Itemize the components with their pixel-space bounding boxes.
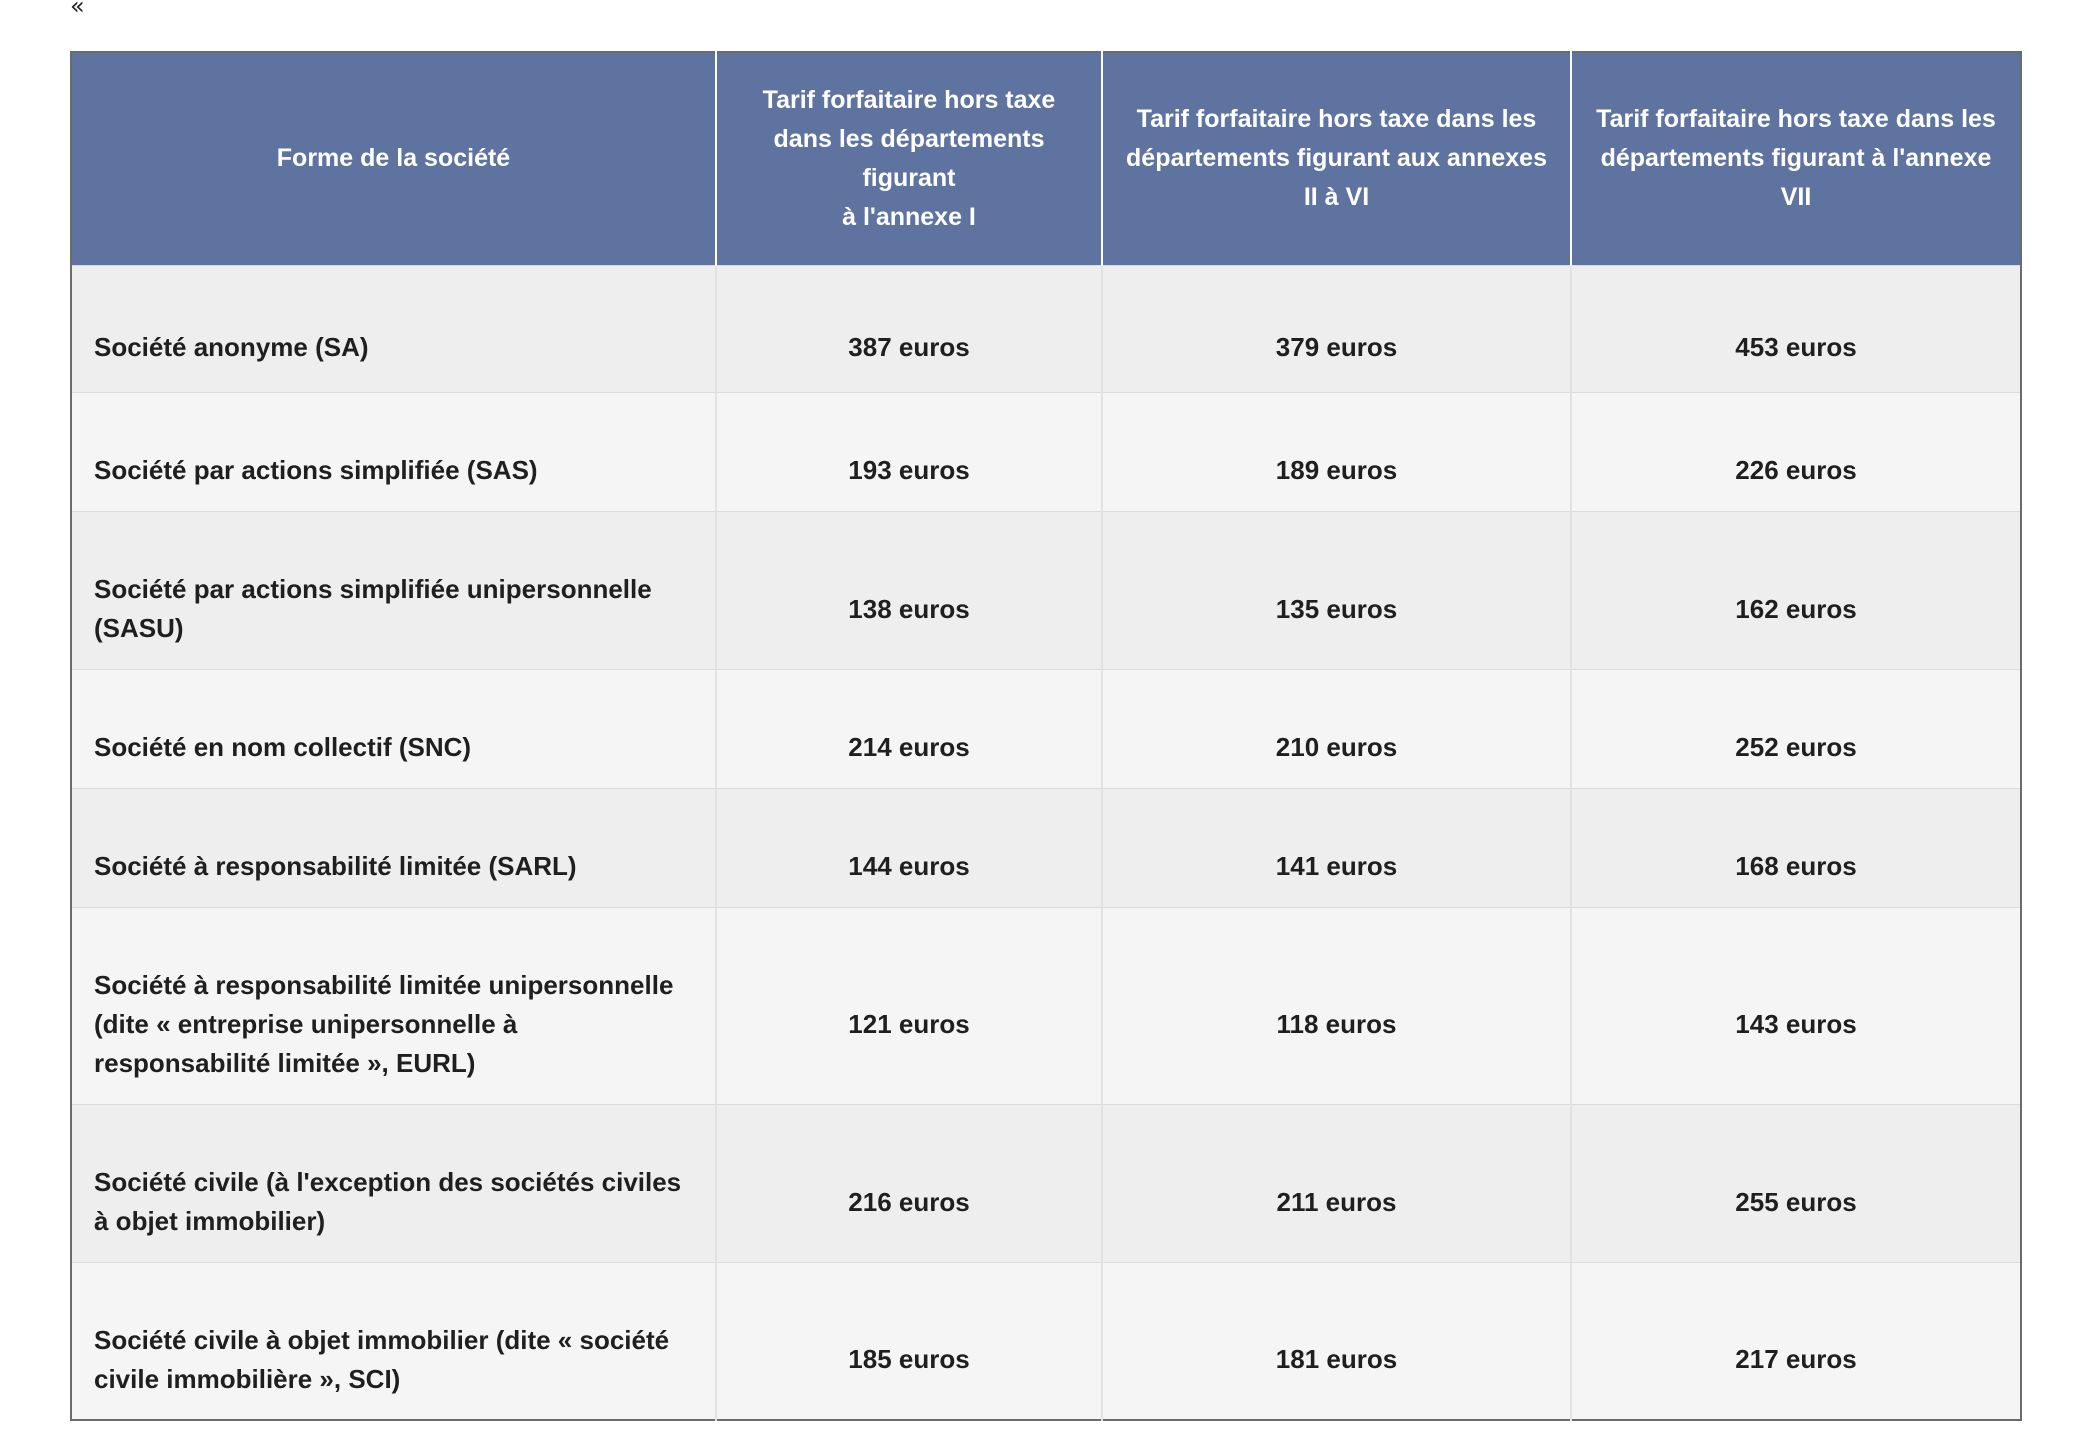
table-row	[71, 511, 2021, 669]
cell-forme: Société en nom collectif (SNC)	[71, 669, 716, 788]
cell-forme: Société civile (à l'exception des sociétés civiles à objet immobilier)	[71, 1104, 716, 1262]
cell-forme: Société à responsabilité limitée unipersonnelle (dite « entreprise unipersonnelle à responsabilité limitée », EURL)	[71, 907, 716, 1104]
cell-annexe-7: 252 euros	[1571, 669, 2021, 788]
tarifs-table	[70, 51, 2022, 1421]
table-row	[71, 788, 2021, 907]
cell-forme: Société par actions simplifiée unipersonnelle (SASU)	[71, 511, 716, 669]
cell-annexe-7: 255 euros	[1571, 1104, 2021, 1262]
cell-annexes-2-6: 189 euros	[1102, 392, 1571, 511]
cell-annexes-2-6: 379 euros	[1102, 265, 1571, 392]
table-row	[71, 1104, 2021, 1262]
cell-annexe-1: 185 euros	[716, 1262, 1102, 1420]
table-row	[71, 265, 2021, 392]
cell-forme: Société par actions simplifiée (SAS)	[71, 392, 716, 511]
cell-annexe-1: 193 euros	[716, 392, 1102, 511]
header-annexes-2-6: Tarif forfaitaire hors taxe dans les départements figurant aux annexes II à VI	[1102, 52, 1571, 265]
table-header	[71, 52, 2021, 265]
cell-annexe-7: 226 euros	[1571, 392, 2021, 511]
cell-annexes-2-6: 181 euros	[1102, 1262, 1571, 1420]
cell-forme: Société anonyme (SA)	[71, 265, 716, 392]
table-row	[71, 1262, 2021, 1420]
header-forme: Forme de la société	[71, 52, 716, 265]
table-row	[71, 669, 2021, 788]
cell-forme: Société à responsabilité limitée (SARL)	[71, 788, 716, 907]
cell-annexes-2-6: 135 euros	[1102, 511, 1571, 669]
cell-annexe-1: 144 euros	[716, 788, 1102, 907]
table-row	[71, 907, 2021, 1104]
cell-forme: Société civile à objet immobilier (dite « société civile immobilière », SCI)	[71, 1262, 716, 1420]
cell-annexes-2-6: 141 euros	[1102, 788, 1571, 907]
cell-annexes-2-6: 211 euros	[1102, 1104, 1571, 1262]
header-row	[71, 52, 2021, 265]
table-row	[71, 392, 2021, 511]
header-annexe-1: Tarif forfaitaire hors taxe dans les départements figurant à l'annexe I	[716, 52, 1102, 265]
cell-annexe-7: 162 euros	[1571, 511, 2021, 669]
table-body	[71, 265, 2021, 1420]
cell-annexe-1: 214 euros	[716, 669, 1102, 788]
opening-quote-mark: «	[70, 0, 85, 20]
cell-annexes-2-6: 118 euros	[1102, 907, 1571, 1104]
cell-annexes-2-6: 210 euros	[1102, 669, 1571, 788]
header-annexe-7: Tarif forfaitaire hors taxe dans les départements figurant à l'annexe VII	[1571, 52, 2021, 265]
cell-annexe-1: 387 euros	[716, 265, 1102, 392]
cell-annexe-7: 453 euros	[1571, 265, 2021, 392]
cell-annexe-1: 138 euros	[716, 511, 1102, 669]
cell-annexe-7: 168 euros	[1571, 788, 2021, 907]
cell-annexe-7: 217 euros	[1571, 1262, 2021, 1420]
cell-annexe-7: 143 euros	[1571, 907, 2021, 1104]
cell-annexe-1: 121 euros	[716, 907, 1102, 1104]
cell-annexe-1: 216 euros	[716, 1104, 1102, 1262]
